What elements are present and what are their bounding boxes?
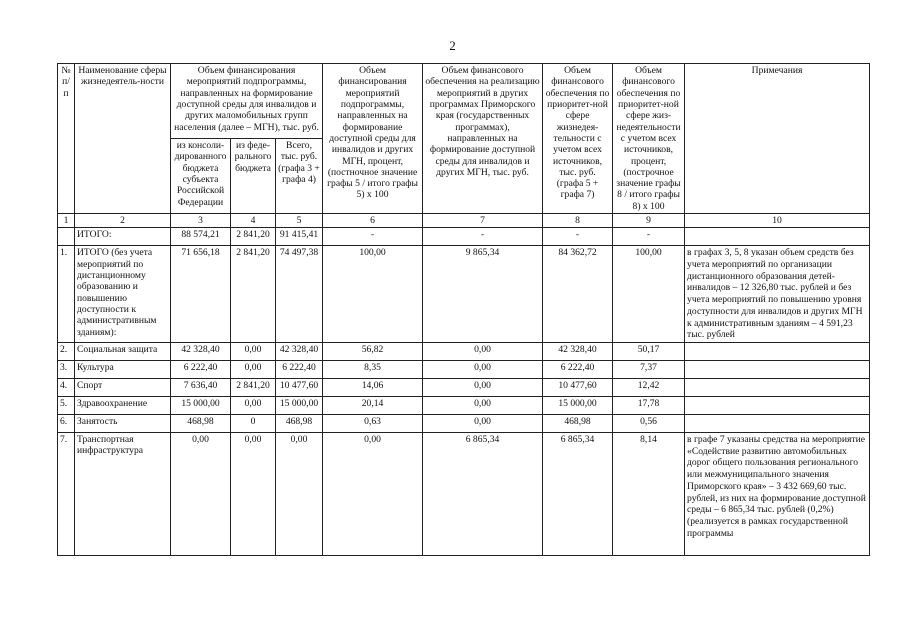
header-sphere: Наименование сферы жизнедеятель-ности	[75, 64, 171, 214]
header-total: Всего, тыс. руб. (графа 3 + графа 4)	[276, 139, 323, 214]
header-federal-budget: из феде-рального бюджета	[231, 139, 276, 214]
cell-other-programs: 0,00	[423, 397, 543, 415]
cell-other-programs: 6 865,34	[423, 433, 543, 556]
cell-regional: 6 222,40	[171, 361, 231, 379]
row-name: ИТОГО:	[75, 228, 171, 246]
cell-total: 91 415,41	[276, 228, 323, 246]
cell-note	[685, 415, 870, 433]
cell-regional: 71 656,18	[171, 246, 231, 343]
funding-table	[57, 63, 870, 556]
cell-federal: 2 841,20	[231, 379, 276, 397]
row-num: 7.	[58, 433, 75, 556]
table-row	[58, 415, 870, 433]
cell-regional: 0,00	[171, 433, 231, 556]
cell-federal: 2 841,20	[231, 246, 276, 343]
table-row	[58, 397, 870, 415]
table-row	[58, 246, 870, 343]
cell-total: 468,98	[276, 415, 323, 433]
cell-percent: 8,35	[323, 361, 423, 379]
cell-percent: 100,00	[323, 246, 423, 343]
cell-note	[685, 379, 870, 397]
cell-note: в графах 3, 5, 8 указан объем средств без учета мероприятий по организации дистанционного образования детей-инвалидов – 12 326,80 тыс. рублей и без учета мероприятий по повышению уровня доступности для инвалидов и других МГН к административным зданиям – 4 591,23 тыс. рублей	[685, 246, 870, 343]
cell-federal: 0,00	[231, 361, 276, 379]
cell-all-sources: 15 000,00	[543, 397, 613, 415]
header-regional-budget: из консоли-дированного бюджета субъекта Российской Федерации	[171, 139, 231, 214]
row-num: 3.	[58, 361, 75, 379]
cell-federal: 2 841,20	[231, 228, 276, 246]
cell-total: 42 328,40	[276, 343, 323, 361]
header-col8: Объем финансового обеспечения по приоритет-ной сфере жизнедея-тельности с учетом всех источников, тыс. руб. (графа 5 + графа 7)	[543, 64, 613, 214]
cell-percent: 14,06	[323, 379, 423, 397]
cell-total: 15 000,00	[276, 397, 323, 415]
cell-note	[685, 228, 870, 246]
col-number: 9	[613, 214, 685, 228]
row-name: Культура	[75, 361, 171, 379]
row-name: Транспортная инфраструктура	[75, 433, 171, 556]
cell-other-programs: 0,00	[423, 361, 543, 379]
cell-all-sources: 6 865,34	[543, 433, 613, 556]
col-number: 10	[685, 214, 870, 228]
cell-other-programs: 0,00	[423, 415, 543, 433]
cell-regional: 15 000,00	[171, 397, 231, 415]
row-num: 2.	[58, 343, 75, 361]
col-number: 4	[231, 214, 276, 228]
cell-note	[685, 397, 870, 415]
cell-regional: 42 328,40	[171, 343, 231, 361]
cell-all-sources-percent: 7,37	[613, 361, 685, 379]
cell-regional: 7 636,40	[171, 379, 231, 397]
col-number: 3	[171, 214, 231, 228]
cell-all-sources-percent: 8,14	[613, 433, 685, 556]
cell-note	[685, 361, 870, 379]
cell-all-sources: 468,98	[543, 415, 613, 433]
col-number: 8	[543, 214, 613, 228]
cell-regional: 88 574,21	[171, 228, 231, 246]
cell-all-sources-percent: 100,00	[613, 246, 685, 343]
note-text: в графе 7 указаны средства на мероприятие «Содействие развитию автомобильных дорог общего пользования регионального или межмуниципального значения Приморского края» – 3 432 669,60 тыс. рублей, из них на формирование доступной среды – 6 865,34 тыс. рублей (0,2%) (реализуется в рамках государственной программы	[687, 434, 866, 539]
row-name: ИТОГО (без учета мероприятий по дистанционному образованию и повышению доступности к административным зданиям):	[75, 246, 171, 343]
cell-all-sources-percent: 50,17	[613, 343, 685, 361]
cell-federal: 0,00	[231, 433, 276, 556]
col-number: 7	[423, 214, 543, 228]
cell-percent: 0,63	[323, 415, 423, 433]
row-num: 6.	[58, 415, 75, 433]
cell-other-programs: 9 865,34	[423, 246, 543, 343]
col-number: 1	[58, 214, 75, 228]
cell-percent: 0,00	[323, 433, 423, 556]
row-name: Социальная защита	[75, 343, 171, 361]
cell-all-sources: 6 222,40	[543, 361, 613, 379]
cell-all-sources: -	[543, 228, 613, 246]
cell-total: 6 222,40	[276, 361, 323, 379]
row-num: 1.	[58, 246, 75, 343]
table-row	[58, 379, 870, 397]
cell-federal: 0	[231, 415, 276, 433]
cell-regional: 468,98	[171, 415, 231, 433]
cell-percent: 56,82	[323, 343, 423, 361]
row-num	[58, 228, 75, 246]
cell-all-sources-percent: -	[613, 228, 685, 246]
cell-total: 10 477,60	[276, 379, 323, 397]
cell-note	[685, 343, 870, 361]
col-number: 6	[323, 214, 423, 228]
cell-all-sources-percent: 0,56	[613, 415, 685, 433]
row-num: 4.	[58, 379, 75, 397]
cell-all-sources: 84 362,72	[543, 246, 613, 343]
header-row-1	[58, 64, 870, 139]
column-numbers-row	[58, 214, 870, 228]
cell-total: 74 497,38	[276, 246, 323, 343]
cell-other-programs: -	[423, 228, 543, 246]
row-name: Занятость	[75, 415, 171, 433]
header-col6: Объем финансирования мероприятий подпрограммы, направленных на формирование доступной среды для инвалидов и других МГН, процент, (постночное значение графы 5 / итого графы 5) х 100	[323, 64, 423, 214]
row-name: Здравоохранение	[75, 397, 171, 415]
cell-federal: 0,00	[231, 343, 276, 361]
cell-total: 0,00	[276, 433, 323, 556]
cell-note	[685, 433, 870, 556]
header-funding-group: Объем финансирования мероприятий подпрограммы, направленных на формирование доступной среды для инвалидов и других маломобильных групп населения (далее – МГН), тыс. руб.	[171, 64, 323, 139]
col-number: 2	[75, 214, 171, 228]
page-number: 2	[449, 38, 456, 53]
col-number: 5	[276, 214, 323, 228]
cell-other-programs: 0,00	[423, 343, 543, 361]
table-row	[58, 361, 870, 379]
row-num: 5.	[58, 397, 75, 415]
cell-percent: 20,14	[323, 397, 423, 415]
cell-all-sources-percent: 17,78	[613, 397, 685, 415]
cell-all-sources: 10 477,60	[543, 379, 613, 397]
cell-all-sources-percent: 12,42	[613, 379, 685, 397]
table-row	[58, 433, 870, 556]
cell-other-programs: 0,00	[423, 379, 543, 397]
cell-all-sources: 42 328,40	[543, 343, 613, 361]
table-row	[58, 343, 870, 361]
header-col7: Объем финансового обеспечения на реализацию мероприятий в других программах Приморского края (государственных программах), направленных на формирование доступной среды для инвалидов и других МГН, тыс. руб.	[423, 64, 543, 214]
row-name: Спорт	[75, 379, 171, 397]
table-row-total	[58, 228, 870, 246]
header-notes: Примечания	[685, 64, 870, 214]
cell-percent: -	[323, 228, 423, 246]
cell-federal: 0,00	[231, 397, 276, 415]
header-num: № п/п	[58, 64, 75, 214]
header-col9: Объем финансового обеспечения по приоритет-ной сфере жиз-недеятельности с учетом всех источников, процент, (построчное значение графы 8 / итого графы 8) х 100	[613, 64, 685, 214]
